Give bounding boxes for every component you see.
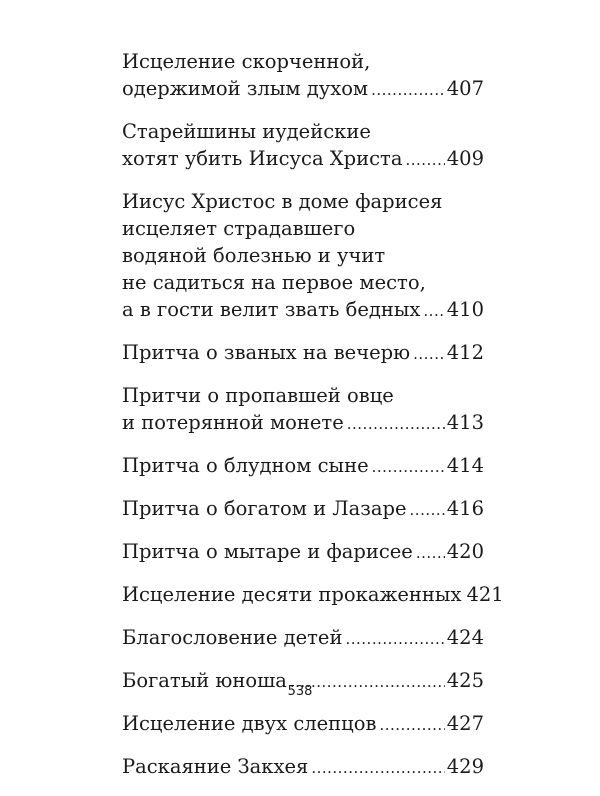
toc-entry-title-line: и потерянной монете: [122, 411, 344, 434]
toc-entry-last-line: [122, 624, 484, 653]
toc-entry-last-line: [122, 452, 484, 481]
dot-leader: [311, 755, 444, 782]
dot-leader: [416, 540, 445, 567]
toc-entry: [122, 710, 484, 739]
toc-entry-page-number: 425: [446, 669, 484, 692]
toc-entry-title-line: Притча о мытаре и фарисее: [122, 540, 413, 563]
toc-entry: [122, 495, 484, 524]
toc-entry-last-line: [122, 710, 484, 739]
toc-entry: [122, 753, 484, 782]
toc-entry: [122, 452, 484, 481]
toc-entry-page-number: 424: [446, 626, 484, 649]
toc-entry-title-line: Исцеление десяти прокаженных: [122, 583, 462, 606]
toc-entry-title-line: Богатый юноша: [122, 669, 287, 692]
toc-entry: [122, 624, 484, 653]
dot-leader: [347, 411, 445, 438]
toc-entry-title-line: Притча о блудном сыне: [122, 454, 369, 477]
toc-entry-title-line: не садиться на первое место,: [122, 271, 426, 294]
dot-leader: [413, 341, 445, 368]
toc-entry-page-number: 416: [446, 497, 484, 520]
dot-leader: [379, 712, 444, 739]
toc-entry-page-number: 420: [446, 540, 484, 563]
page-number: 538: [287, 684, 313, 699]
toc-entry-page-number: 421: [466, 583, 504, 606]
toc-entry-last-line: [122, 409, 484, 438]
toc-entry-last-line: [122, 753, 484, 782]
toc-entry-last-line: [122, 296, 484, 325]
toc-entry-title-line: Старейшины иудейские: [122, 120, 371, 143]
toc-entry-title-line: Притча о званых на вечерю: [122, 341, 411, 364]
toc-entry: [122, 118, 484, 174]
toc-entry-title-line: Раскаяние Закхея: [122, 755, 309, 778]
toc-entry-page-number: 414: [446, 454, 484, 477]
toc-entry: [122, 382, 484, 438]
toc-entry-page-number: 407: [446, 77, 484, 100]
toc-entry-title-line: хотят убить Иисуса Христа: [122, 147, 403, 170]
toc-entry: [122, 538, 484, 567]
toc-entry: [122, 48, 484, 104]
dot-leader: [423, 298, 444, 325]
toc-entry-title-line: Притча о богатом и Лазаре: [122, 497, 407, 520]
toc-entry-title-line: одержимой злым духом: [122, 77, 369, 100]
toc-entry-page-number: 410: [446, 298, 484, 321]
toc-entry-page-number: 413: [446, 411, 484, 434]
toc-entry-page-number: 409: [446, 147, 484, 170]
toc-entry-last-line: [122, 145, 484, 174]
toc-entry-page-number: 427: [446, 712, 484, 735]
toc-entry-title-line: водяной болезнью и учит: [122, 244, 386, 267]
toc-entry: [122, 581, 504, 610]
toc-entry-last-line: [122, 339, 484, 368]
toc-entry-last-line: [122, 581, 504, 610]
toc-entry-title-line: Благословение детей: [122, 626, 343, 649]
dot-leader: [405, 147, 444, 174]
dot-leader: [371, 77, 445, 104]
toc-entry-title-line: Иисус Христос в доме фарисея: [122, 190, 443, 213]
toc-entry-last-line: [122, 75, 484, 104]
toc-entry-page-number: 429: [446, 755, 484, 778]
toc-entry: [122, 339, 484, 368]
toc-entry-last-line: [122, 495, 484, 524]
toc-entry-title-line: Исцеление скорченной,: [122, 50, 371, 73]
toc-entry-last-line: [122, 538, 484, 567]
dot-leader: [410, 497, 445, 524]
toc-entry-title-line: исцеляет страдавшего: [122, 217, 356, 240]
toc-entry-title-line: Исцеление двух слепцов: [122, 712, 377, 735]
toc-entry-page-number: 412: [446, 341, 484, 364]
toc-entry-title-line: а в гости велит звать бедных: [122, 298, 421, 321]
toc-entry-title-line: Притчи о пропавшей овце: [122, 384, 394, 407]
toc-entry: [122, 188, 484, 325]
dot-leader: [345, 626, 444, 653]
dot-leader: [372, 454, 445, 481]
